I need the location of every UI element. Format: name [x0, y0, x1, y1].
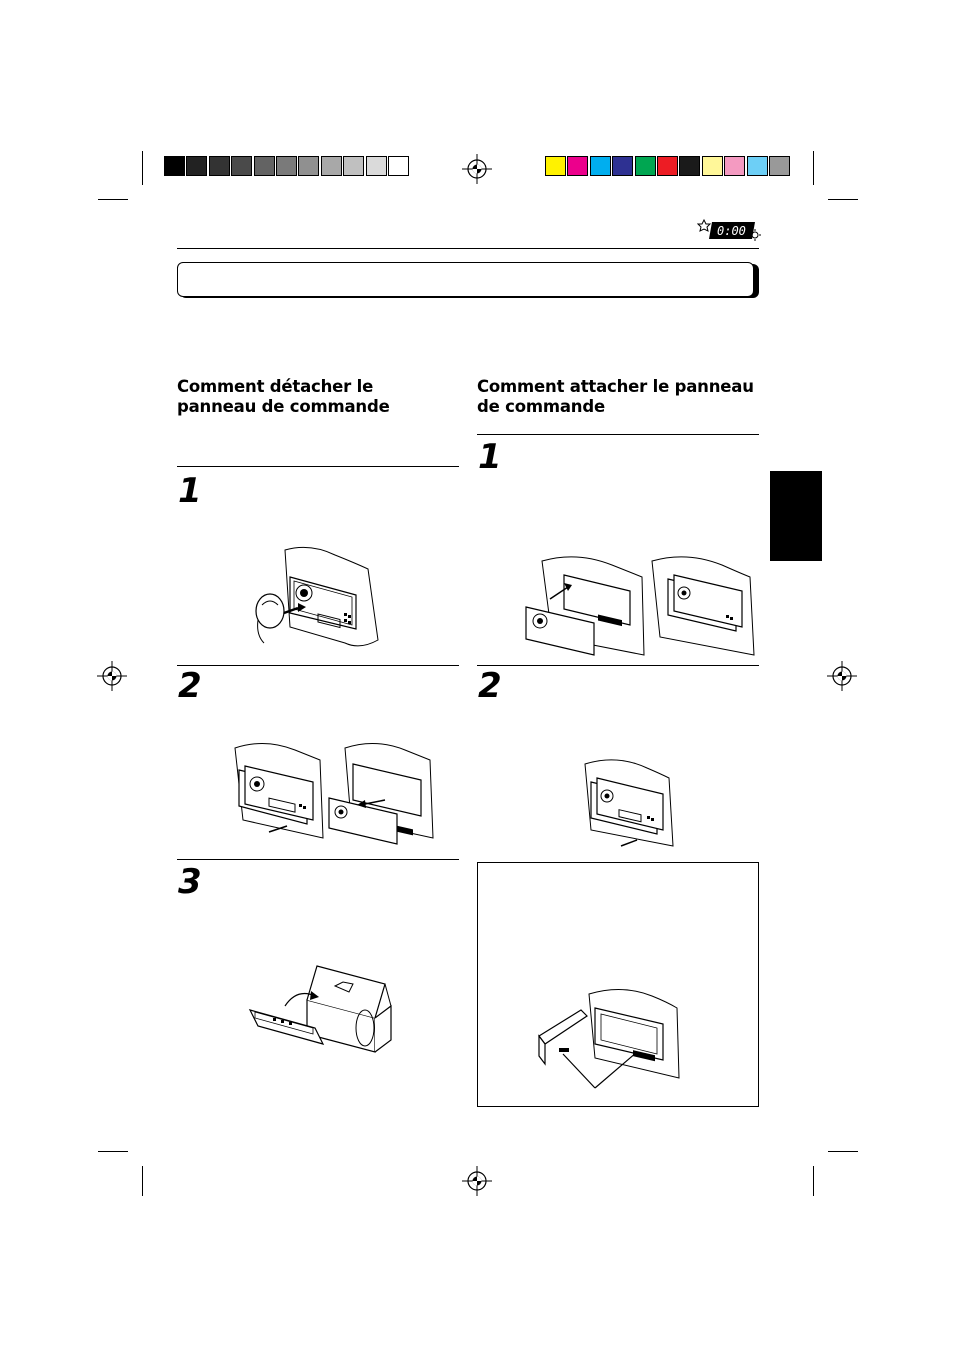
insert-panel-illustration [522, 555, 758, 663]
step-number: 2 [478, 666, 502, 706]
panel-into-case-illustration [245, 960, 395, 1060]
crop-mark [828, 199, 858, 200]
step-number: 3 [178, 862, 202, 902]
step-rule [477, 434, 759, 435]
calibration-swatch [567, 156, 588, 176]
calibration-swatch [343, 156, 364, 176]
calibration-swatch [724, 156, 745, 176]
crop-mark [98, 1151, 128, 1152]
step-number: 1 [478, 437, 502, 477]
crop-mark [828, 1151, 858, 1152]
calibration-swatch [276, 156, 297, 176]
calibration-swatch [321, 156, 342, 176]
calibration-swatch [612, 156, 633, 176]
calibration-swatch [164, 156, 185, 176]
clock-setting-icon [697, 218, 763, 242]
registration-target-icon [462, 1166, 492, 1196]
registration-target-icon [462, 154, 492, 184]
calibration-swatch [388, 156, 409, 176]
step-rule [177, 466, 459, 467]
calibration-swatch [679, 156, 700, 176]
crop-mark [813, 151, 814, 185]
registration-target-icon [827, 661, 857, 691]
calibration-swatch [635, 156, 656, 176]
attach-heading: Comment attacher le panneau de commande [477, 377, 754, 416]
step-rule [477, 665, 759, 666]
remove-panel-illustration [225, 740, 440, 845]
crop-mark [142, 151, 143, 185]
calibration-swatch [366, 156, 387, 176]
clock-readout: 0:00 [717, 224, 746, 238]
step-number: 2 [178, 666, 202, 706]
release-button-illustration [250, 545, 385, 655]
step-number: 1 [178, 471, 202, 511]
header-rule [177, 248, 759, 249]
calibration-swatch [657, 156, 678, 176]
calibration-swatch [254, 156, 275, 176]
calibration-swatch [545, 156, 566, 176]
connector-illustration [537, 988, 683, 1092]
crop-mark [142, 1166, 143, 1196]
calibration-swatch [298, 156, 319, 176]
language-tab [770, 471, 822, 561]
calibration-swatch [747, 156, 768, 176]
calibration-swatch [702, 156, 723, 176]
crop-mark [98, 199, 128, 200]
calibration-swatch [590, 156, 611, 176]
registration-target-icon [97, 661, 127, 691]
calibration-swatch [769, 156, 790, 176]
calibration-swatch [186, 156, 207, 176]
lock-panel-illustration [577, 758, 677, 850]
calibration-swatch [209, 156, 230, 176]
step-rule [177, 859, 459, 860]
step-rule [177, 665, 459, 666]
detach-heading: Comment détacher le panneau de commande [177, 377, 390, 416]
calibration-swatch [231, 156, 252, 176]
title-banner [177, 262, 754, 297]
crop-mark [813, 1166, 814, 1196]
